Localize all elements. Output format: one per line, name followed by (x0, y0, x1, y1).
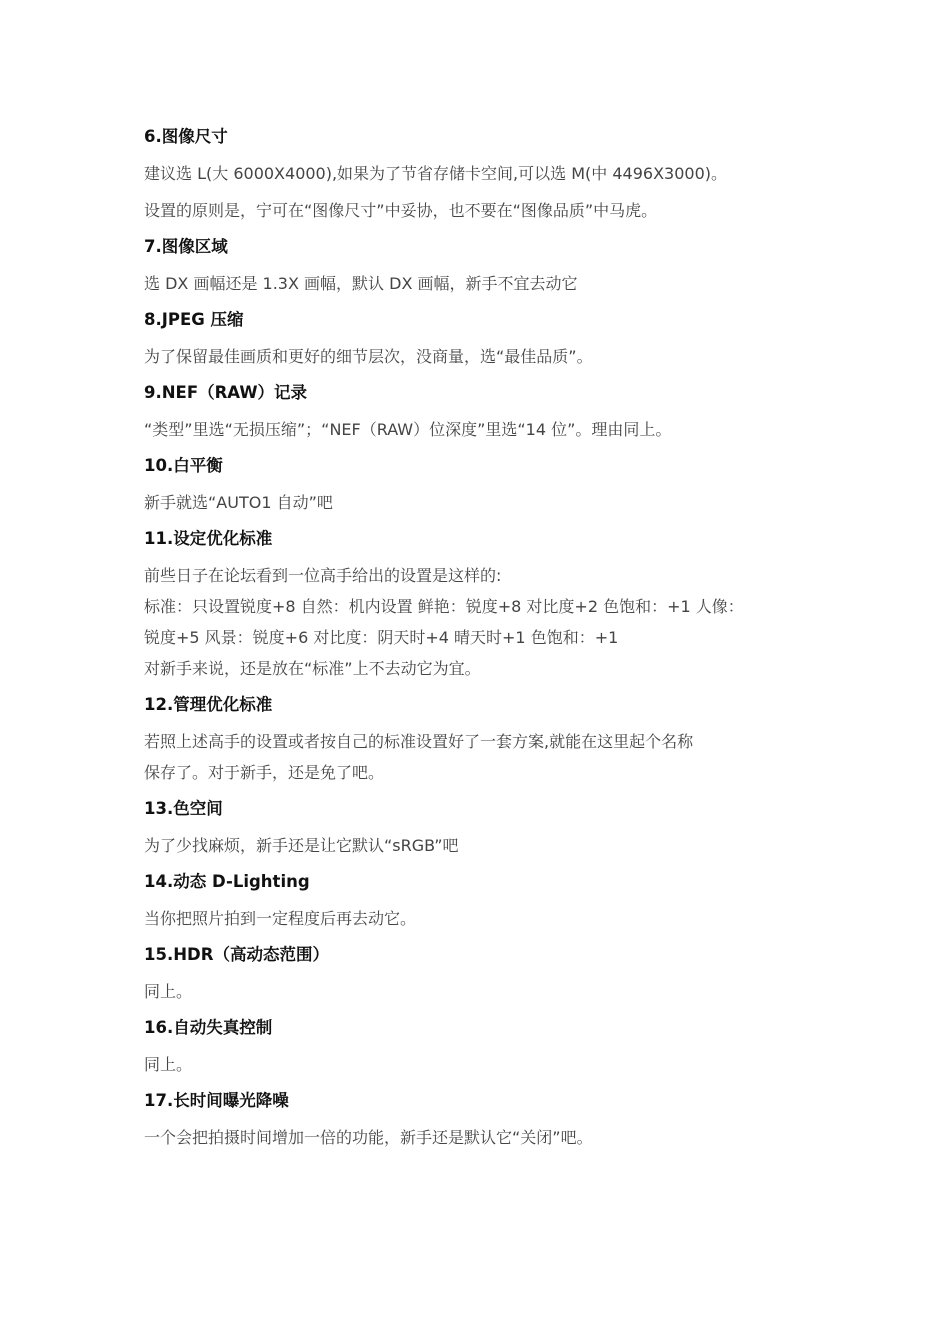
section-manage-picture-control (144, 690, 816, 788)
section-long-exposure-nr (144, 1086, 816, 1153)
paragraph-line: 锐度+5 风景：锐度+6 对比度：阴天时+4 晴天时+1 色饱和：+1 (144, 628, 619, 647)
section-white-balance (144, 451, 816, 518)
section-image-size (144, 122, 816, 226)
section-image-area (144, 232, 816, 299)
section-heading: 17.长时间曝光降噪 (144, 1091, 289, 1110)
section-heading: 6.图像尺寸 (144, 127, 228, 146)
paragraph-line: 选 DX 画幅还是 1.3X 画幅，默认 DX 画幅，新手不宜去动它 (144, 274, 578, 293)
section-jpeg-compression (144, 305, 816, 372)
paragraph-line: 同上。 (144, 1055, 193, 1074)
section-heading: 16.自动失真控制 (144, 1018, 273, 1037)
paragraph-line: 前些日子在论坛看到一位高手给出的设置是这样的: (144, 566, 502, 585)
section-heading: 10.白平衡 (144, 456, 223, 475)
paragraph-line: 标准：只设置锐度+8 自然：机内设置 鲜艳：锐度+8 对比度+2 色饱和：+1 人像： (144, 597, 744, 616)
section-heading: 7.图像区域 (144, 237, 228, 256)
paragraph-line: 为了少找麻烦，新手还是让它默认“sRGB”吧 (144, 836, 459, 855)
section-heading: 12.管理优化标准 (144, 695, 273, 714)
section-heading: 9.NEF（RAW）记录 (144, 383, 308, 402)
paragraph-line: “类型”里选“无损压缩”；“NEF（RAW）位深度”里选“14 位”。理由同上。 (144, 420, 672, 439)
section-nef-raw (144, 378, 816, 445)
paragraph-line: 保存了。对于新手，还是免了吧。 (144, 763, 385, 782)
section-heading: 11.设定优化标准 (144, 529, 273, 548)
paragraph-line: 若照上述高手的设置或者按自己的标准设置好了一套方案,就能在这里起个名称 (144, 732, 694, 751)
paragraph-line: 一个会把拍摄时间增加一倍的功能，新手还是默认它“关闭”吧。 (144, 1128, 593, 1147)
section-active-d-lighting (144, 867, 816, 934)
section-heading: 15.HDR（高动态范围） (144, 945, 329, 964)
section-hdr (144, 940, 816, 1007)
section-heading: 14.动态 D-Lighting (144, 872, 310, 891)
paragraph-line: 当你把照片拍到一定程度后再去动它。 (144, 909, 417, 928)
paragraph-line: 建议选 L(大 6000X4000),如果为了节省存储卡空间,可以选 M(中 4496X3000)。 (144, 164, 728, 183)
paragraph-line: 新手就选“AUTO1 自动”吧 (144, 493, 333, 512)
paragraph-line: 为了保留最佳画质和更好的细节层次，没商量，选“最佳品质”。 (144, 347, 593, 366)
section-auto-distortion-control (144, 1013, 816, 1080)
section-picture-control (144, 524, 816, 684)
section-heading: 8.JPEG 压缩 (144, 310, 244, 329)
section-color-space (144, 794, 816, 861)
paragraph-line: 设置的原则是，宁可在“图像尺寸”中妥协，也不要在“图像品质”中马虎。 (144, 201, 658, 220)
paragraph-line: 同上。 (144, 982, 193, 1001)
section-heading: 13.色空间 (144, 799, 223, 818)
document-page (144, 122, 816, 1159)
paragraph-line: 对新手来说，还是放在“标准”上不去动它为宜。 (144, 659, 481, 678)
